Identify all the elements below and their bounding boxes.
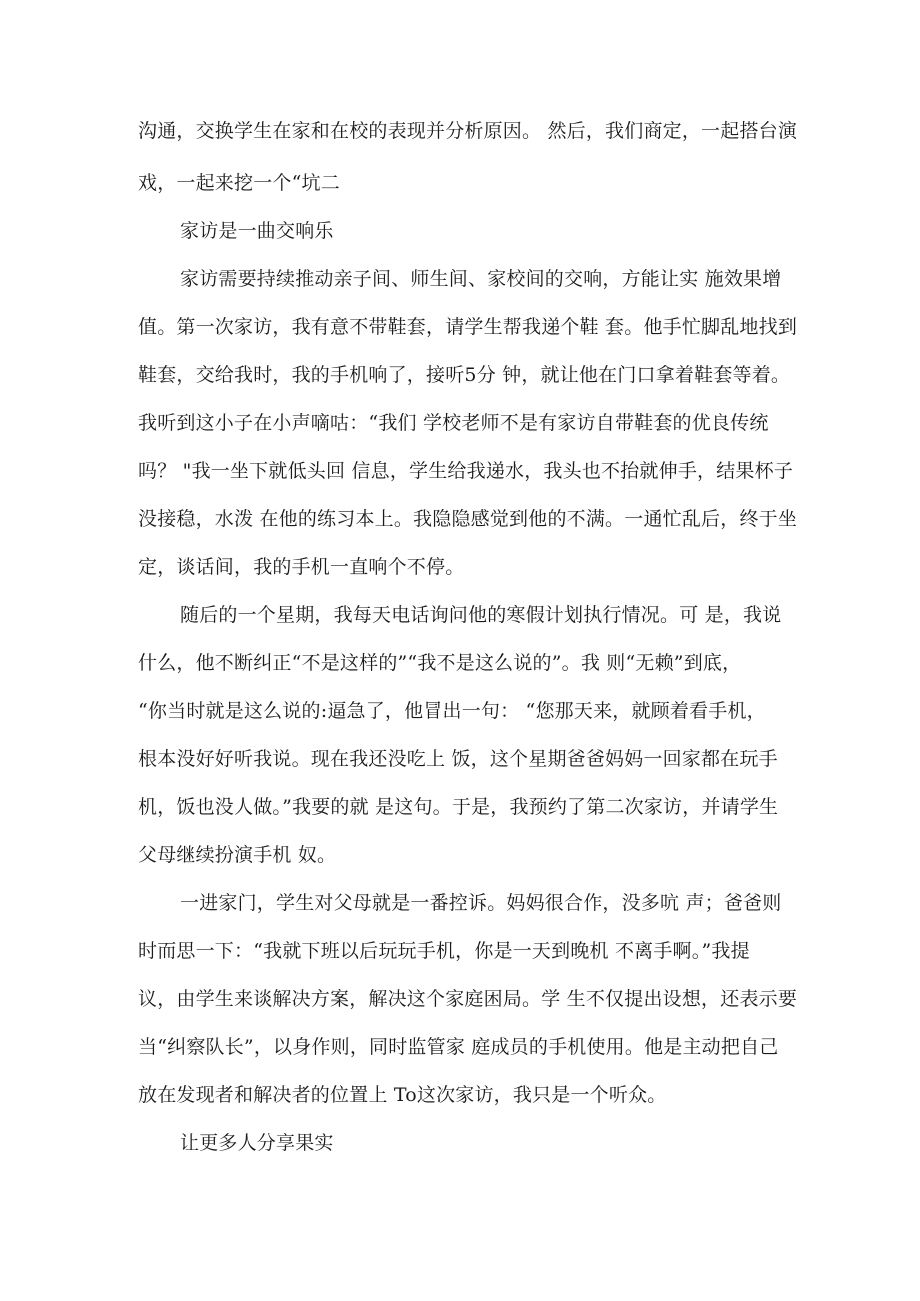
paragraph-line: 放在发现者和解决者的位置上 To这次家访，我只是一个听众。 (138, 1084, 667, 1106)
paragraph-line: 没接稳，水泼 在他的练习本上。我隐隐感觉到他的不满。一通忙乱后，终于坐 (138, 508, 798, 530)
paragraph-line: 根本没好好听我说。现在我还没吃上 饭，这个星期爸爸妈妈一回家都在玩手 (138, 748, 778, 770)
paragraph-line: 当“纠察队长”，以身作则，同时监管家 庭成员的手机使用。他是主动把自己 (138, 1036, 779, 1058)
paragraph-line: 沟通，交换学生在家和在校的表现并分析原因。 然后，我们商定，一起搭台演 (138, 120, 798, 142)
paragraph-line: 我听到这小子在小声嘀咕：“我们 学校老师不是有家访自带鞋套的优良传统 (138, 412, 769, 434)
paragraph-line: 时而思一下：“我就下班以后玩玩手机，你是一天到晚机 不离手啊。”我提 (138, 940, 750, 962)
paragraph-line: 议，由学生来谈解决方案，解决这个家庭困局。学 生不仅提出设想，还表示要 (138, 988, 798, 1010)
section-heading: 让更多人分享果实 (180, 1132, 334, 1154)
paragraph-line: 什么，他不断纠正“不是这样的”“我不是这么说的”。我 则“无赖”到底， (138, 652, 742, 674)
paragraph-line: 吗？ "我一坐下就低头回 信息，学生给我递水，我头也不抬就伸手，结果杯子 (138, 460, 794, 482)
paragraph-line: 值。第一次家访，我有意不带鞋套，请学生帮我递个鞋 套。他手忙脚乱地找到 (138, 316, 798, 338)
paragraph-line: 机，饭也没人做。”我要的就 是这句。于是，我预约了第二次家访，并请学生 (138, 796, 779, 818)
section-heading: 家访是一曲交响乐 (180, 220, 334, 242)
paragraph-line: 一进家门，学生对父母就是一番控诉。妈妈很合作，没多吭 声；爸爸则 (180, 892, 782, 914)
paragraph-line: 戏，一起来挖一个“坑二 (138, 172, 340, 194)
paragraph-line: 父母继续扮演手机 奴。 (138, 844, 337, 866)
paragraph-line: 家访需要持续推动亲子间、师生间、家校间的交响，方能让实 施效果增 (180, 268, 782, 290)
paragraph-line: 鞋套，交给我时，我的手机响了，接听5分 钟，就让他在门口拿着鞋套等着。 (138, 364, 791, 386)
paragraph-line: 定，谈话间，我的手机一直响个不停。 (138, 556, 465, 578)
paragraph-line: 随后的一个星期，我每天电话询问他的寒假计划执行情况。可 是，我说 (180, 604, 782, 626)
paragraph-line: “你当时就是这么说的:逼急了，他冒出一句： “您那天来，就顾着看手机， (138, 700, 766, 722)
